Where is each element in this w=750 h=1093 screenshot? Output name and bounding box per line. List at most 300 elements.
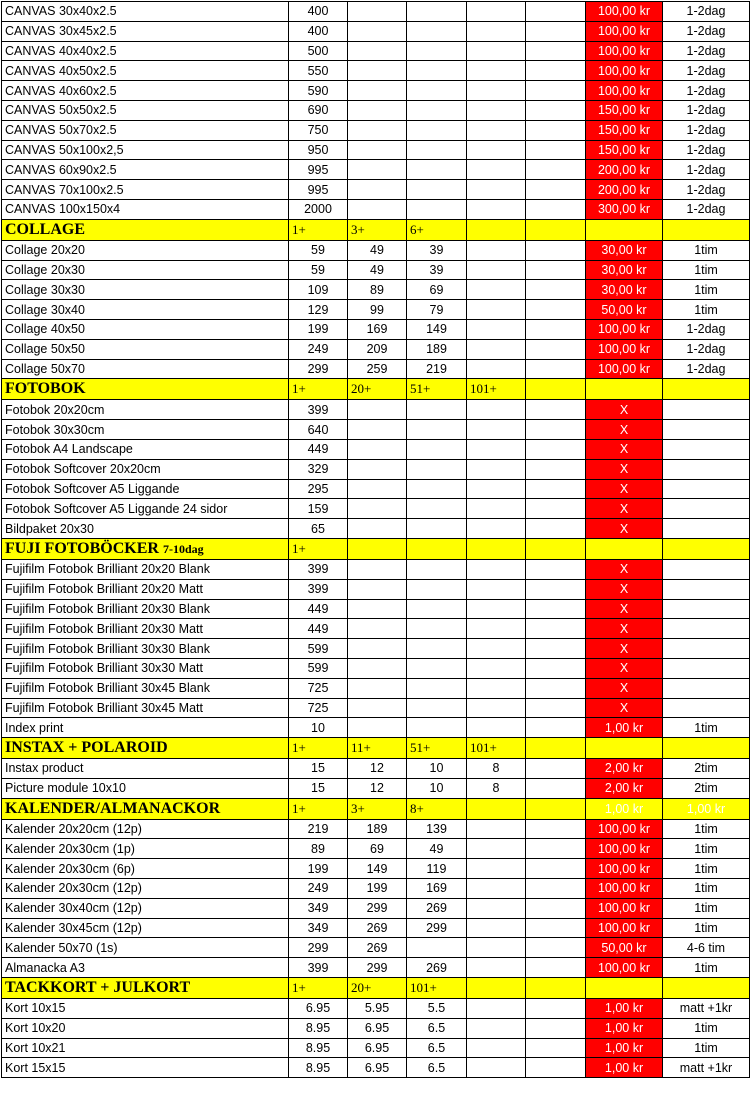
section-time-header [663,738,750,759]
table-row [2,2,750,22]
table-row [2,41,750,61]
empty-cell [526,499,586,519]
section-fee-header: 1,00 kr [586,798,663,819]
delivery-time [663,619,750,639]
price-tier-4 [467,81,526,101]
price-tier-4 [467,339,526,359]
empty-cell [526,439,586,459]
price-tier-3 [407,678,467,698]
table-row [2,400,750,420]
table-row [2,658,750,678]
price-tier-3 [407,41,467,61]
section-header-row [2,738,750,759]
fee-cell: 100,00 kr [586,819,663,839]
price-tier-2 [348,140,407,160]
price-tier-2 [348,420,407,440]
empty-cell [526,41,586,61]
quantity-tier-header: 1+ [289,738,348,759]
fee-cell: X [586,639,663,659]
price-tier-1: 199 [289,859,348,879]
delivery-time: 1tim [663,898,750,918]
price-tier-1: 950 [289,140,348,160]
price-tier-4 [467,999,526,1019]
delivery-time: 1-2dag [663,359,750,379]
price-tier-2: 299 [348,898,407,918]
price-tier-3 [407,619,467,639]
product-name: CANVAS 50x100x2,5 [2,140,289,160]
quantity-tier-header: 11+ [348,738,407,759]
price-tier-4 [467,160,526,180]
section-title [2,738,289,759]
price-tier-2 [348,459,407,479]
price-tier-2: 199 [348,879,407,899]
product-name: CANVAS 60x90x2.5 [2,160,289,180]
empty-cell [526,61,586,81]
product-name: Almanacka A3 [2,958,289,978]
table-row [2,140,750,160]
price-tier-2 [348,718,407,738]
table-row [2,420,750,440]
empty-cell [526,2,586,22]
table-row [2,958,750,978]
fee-cell: 50,00 kr [586,300,663,320]
table-row [2,160,750,180]
delivery-time: 1-2dag [663,100,750,120]
table-row [2,718,750,738]
table-row [2,339,750,359]
table-row [2,61,750,81]
price-tier-2: 99 [348,300,407,320]
price-tier-3: 49 [407,839,467,859]
price-tier-4 [467,41,526,61]
price-tier-2 [348,559,407,579]
product-name: Fujifilm Fotobok Brilliant 30x30 Blank [2,639,289,659]
product-name: Kalender 30x45cm (12p) [2,918,289,938]
empty-cell [526,1058,586,1078]
empty-cell [526,319,586,339]
table-row [2,918,750,938]
product-name: Kalender 50x70 (1s) [2,938,289,958]
empty-cell [526,918,586,938]
price-tier-4 [467,698,526,718]
price-tier-4 [467,918,526,938]
price-tier-4 [467,479,526,499]
product-name: CANVAS 50x50x2.5 [2,100,289,120]
product-name: Instax product [2,759,289,779]
price-tier-3 [407,559,467,579]
fee-cell: X [586,479,663,499]
price-tier-2: 259 [348,359,407,379]
price-tier-1: 399 [289,559,348,579]
price-tier-2 [348,21,407,41]
fee-cell: 100,00 kr [586,61,663,81]
price-tier-1: 725 [289,678,348,698]
fee-cell: X [586,420,663,440]
product-name: Collage 20x30 [2,260,289,280]
price-tier-1: 199 [289,319,348,339]
table-row [2,199,750,219]
empty-cell [526,678,586,698]
empty-cell [526,658,586,678]
table-row [2,599,750,619]
empty-cell [526,479,586,499]
product-name: Kalender 20x30cm (6p) [2,859,289,879]
delivery-time: 1-2dag [663,61,750,81]
price-tier-1: 295 [289,479,348,499]
delivery-time [663,639,750,659]
price-tier-4 [467,559,526,579]
price-tier-4 [467,2,526,22]
price-tier-3 [407,519,467,539]
table-row [2,819,750,839]
fee-cell: 200,00 kr [586,180,663,200]
product-name: Kalender 20x30cm (12p) [2,879,289,899]
empty-cell [526,219,586,240]
price-tier-4 [467,1038,526,1058]
quantity-tier-header: 6+ [407,219,467,240]
price-tier-4 [467,180,526,200]
price-tier-3: 10 [407,778,467,798]
delivery-time: 1tim [663,918,750,938]
price-tier-3 [407,938,467,958]
fee-cell: X [586,439,663,459]
fee-cell: 50,00 kr [586,938,663,958]
table-row [2,81,750,101]
price-table-body [2,2,750,1078]
price-tier-4 [467,839,526,859]
price-tier-1: 449 [289,439,348,459]
fee-cell: 30,00 kr [586,240,663,260]
product-name: Kalender 20x30cm (1p) [2,839,289,859]
price-tier-1: 349 [289,918,348,938]
price-tier-4 [467,400,526,420]
delivery-time: 1tim [663,839,750,859]
table-row [2,280,750,300]
price-tier-2 [348,439,407,459]
price-tier-2: 299 [348,958,407,978]
price-tier-2 [348,599,407,619]
product-name: Fotobok Softcover 20x20cm [2,459,289,479]
delivery-time: 1tim [663,859,750,879]
delivery-time: 1-2dag [663,41,750,61]
delivery-time [663,599,750,619]
section-header-row [2,538,750,559]
empty-cell [526,160,586,180]
product-name: Bildpaket 20x30 [2,519,289,539]
delivery-time: 1tim [663,280,750,300]
delivery-time [663,400,750,420]
quantity-tier-header [407,538,467,559]
price-table [1,1,750,1078]
table-row [2,559,750,579]
table-row [2,579,750,599]
delivery-time [663,439,750,459]
price-tier-1: 249 [289,879,348,899]
table-row [2,759,750,779]
product-name: Fotobok A4 Landscape [2,439,289,459]
price-tier-2 [348,579,407,599]
price-tier-1: 159 [289,499,348,519]
delivery-time: 1tim [663,879,750,899]
table-row [2,639,750,659]
section-time-header [663,978,750,999]
table-row [2,479,750,499]
product-name: Fotobok 20x20cm [2,400,289,420]
price-tier-1: 500 [289,41,348,61]
empty-cell [526,819,586,839]
delivery-time: 1-2dag [663,21,750,41]
product-name: CANVAS 40x60x2.5 [2,81,289,101]
price-tier-3 [407,61,467,81]
price-tier-2: 209 [348,339,407,359]
quantity-tier-header: 1+ [289,379,348,400]
price-tier-4 [467,619,526,639]
product-name: CANVAS 50x70x2.5 [2,120,289,140]
table-row [2,678,750,698]
empty-cell [526,599,586,619]
fee-cell: 100,00 kr [586,918,663,938]
delivery-time: 1tim [663,1018,750,1038]
price-tier-4 [467,859,526,879]
fee-cell: 100,00 kr [586,81,663,101]
empty-cell [526,519,586,539]
price-tier-1: 10 [289,718,348,738]
empty-cell [526,81,586,101]
price-tier-4 [467,439,526,459]
price-tier-2 [348,499,407,519]
price-tier-4 [467,599,526,619]
price-tier-3 [407,639,467,659]
table-row [2,1058,750,1078]
section-fee-header [586,219,663,240]
delivery-time: 4-6 tim [663,938,750,958]
empty-cell [526,1038,586,1058]
price-tier-4 [467,1018,526,1038]
price-tier-2 [348,698,407,718]
fee-cell: 100,00 kr [586,41,663,61]
fee-cell: 100,00 kr [586,21,663,41]
product-name: Kalender 30x40cm (12p) [2,898,289,918]
delivery-time [663,658,750,678]
section-title-text: INSTAX + POLAROID [5,739,168,757]
price-tier-3 [407,180,467,200]
price-tier-3 [407,400,467,420]
price-tier-2: 6.95 [348,1058,407,1078]
price-tier-3 [407,100,467,120]
empty-cell [526,839,586,859]
price-tier-2 [348,100,407,120]
section-fee-header [586,538,663,559]
price-tier-1: 8.95 [289,1058,348,1078]
product-name: Fotobok Softcover A5 Liggande 24 sidor [2,499,289,519]
section-time-header: 1,00 kr [663,798,750,819]
price-tier-3: 119 [407,859,467,879]
price-tier-4 [467,519,526,539]
table-row [2,120,750,140]
delivery-time [663,559,750,579]
quantity-tier-header: 1+ [289,538,348,559]
price-tier-2 [348,639,407,659]
fee-cell: X [586,579,663,599]
delivery-time: 1-2dag [663,2,750,22]
delivery-time: matt +1kr [663,1058,750,1078]
fee-cell: 100,00 kr [586,2,663,22]
delivery-time: 1tim [663,260,750,280]
delivery-time: 1tim [663,958,750,978]
fee-cell: 100,00 kr [586,319,663,339]
empty-cell [526,579,586,599]
price-tier-3 [407,599,467,619]
price-tier-3: 219 [407,359,467,379]
product-name: Kort 10x20 [2,1018,289,1038]
price-tier-1: 599 [289,639,348,659]
empty-cell [526,379,586,400]
empty-cell [526,778,586,798]
delivery-time: 1-2dag [663,120,750,140]
product-name: Collage 30x40 [2,300,289,320]
product-name: CANVAS 40x50x2.5 [2,61,289,81]
fee-cell: 150,00 kr [586,140,663,160]
price-tier-1: 8.95 [289,1038,348,1058]
price-tier-1: 399 [289,400,348,420]
section-fee-header [586,738,663,759]
price-tier-4 [467,240,526,260]
fee-cell: 200,00 kr [586,160,663,180]
price-tier-1: 299 [289,938,348,958]
price-tier-2: 269 [348,918,407,938]
fee-cell: 2,00 kr [586,759,663,779]
price-tier-3: 10 [407,759,467,779]
delivery-time: 1tim [663,819,750,839]
price-tier-2: 6.95 [348,1018,407,1038]
price-tier-1: 400 [289,2,348,22]
price-tier-2 [348,678,407,698]
price-tier-1: 59 [289,260,348,280]
table-row [2,359,750,379]
fee-cell: X [586,559,663,579]
empty-cell [526,199,586,219]
empty-cell [526,978,586,999]
price-tier-1: 599 [289,658,348,678]
price-tier-3 [407,479,467,499]
fee-cell: 1,00 kr [586,1058,663,1078]
fee-cell: X [586,519,663,539]
price-tier-2: 169 [348,319,407,339]
delivery-time: 1tim [663,240,750,260]
table-row [2,778,750,798]
quantity-tier-header: 1+ [289,219,348,240]
product-name: Fujifilm Fotobok Brilliant 20x30 Blank [2,599,289,619]
empty-cell [526,759,586,779]
fee-cell: 1,00 kr [586,1018,663,1038]
price-tier-4 [467,300,526,320]
delivery-time: 2tim [663,759,750,779]
price-tier-1: 249 [289,339,348,359]
product-name: Fujifilm Fotobok Brilliant 20x30 Matt [2,619,289,639]
price-tier-4 [467,120,526,140]
price-tier-1: 400 [289,21,348,41]
quantity-tier-header: 51+ [407,738,467,759]
price-tier-1: 449 [289,599,348,619]
price-tier-2: 6.95 [348,1038,407,1058]
fee-cell: 1,00 kr [586,718,663,738]
empty-cell [526,639,586,659]
price-tier-2 [348,658,407,678]
price-tier-2 [348,160,407,180]
price-tier-2 [348,479,407,499]
price-tier-3: 5.5 [407,999,467,1019]
price-tier-3: 169 [407,879,467,899]
price-tier-3 [407,21,467,41]
empty-cell [526,859,586,879]
price-tier-1: 8.95 [289,1018,348,1038]
price-tier-3: 269 [407,958,467,978]
fee-cell: X [586,698,663,718]
price-tier-1: 995 [289,160,348,180]
price-tier-3 [407,199,467,219]
price-tier-3 [407,140,467,160]
price-tier-4 [467,319,526,339]
price-tier-4 [467,1058,526,1078]
price-tier-2: 49 [348,260,407,280]
price-tier-3 [407,439,467,459]
quantity-tier-header: 20+ [348,978,407,999]
section-time-header [663,538,750,559]
price-tier-3 [407,120,467,140]
product-name: Fujifilm Fotobok Brilliant 20x20 Blank [2,559,289,579]
empty-cell [526,240,586,260]
price-tier-4 [467,879,526,899]
empty-cell [526,260,586,280]
empty-cell [526,559,586,579]
quantity-tier-header [467,978,526,999]
fee-cell: X [586,619,663,639]
price-tier-1: 89 [289,839,348,859]
product-name: Kort 10x15 [2,999,289,1019]
delivery-time: 1-2dag [663,339,750,359]
product-name: Collage 50x50 [2,339,289,359]
delivery-time: 1-2dag [663,81,750,101]
section-time-header [663,219,750,240]
price-tier-3 [407,698,467,718]
delivery-time [663,519,750,539]
delivery-time: 1-2dag [663,319,750,339]
quantity-tier-header [348,538,407,559]
fee-cell: 100,00 kr [586,339,663,359]
price-tier-4 [467,499,526,519]
price-tier-4 [467,280,526,300]
fee-cell: X [586,658,663,678]
fee-cell: 100,00 kr [586,359,663,379]
price-tier-3: 269 [407,898,467,918]
price-tier-2 [348,400,407,420]
section-title-text: TACKKORT + JULKORT [5,979,191,997]
product-name: Collage 20x20 [2,240,289,260]
price-tier-3 [407,81,467,101]
quantity-tier-header [467,538,526,559]
delivery-time: matt +1kr [663,999,750,1019]
empty-cell [526,698,586,718]
section-header-row [2,379,750,400]
price-tier-3 [407,499,467,519]
quantity-tier-header: 101+ [407,978,467,999]
price-tier-3: 69 [407,280,467,300]
price-tier-4 [467,140,526,160]
empty-cell [526,420,586,440]
price-tier-3: 39 [407,260,467,280]
table-row [2,839,750,859]
price-tier-4 [467,459,526,479]
